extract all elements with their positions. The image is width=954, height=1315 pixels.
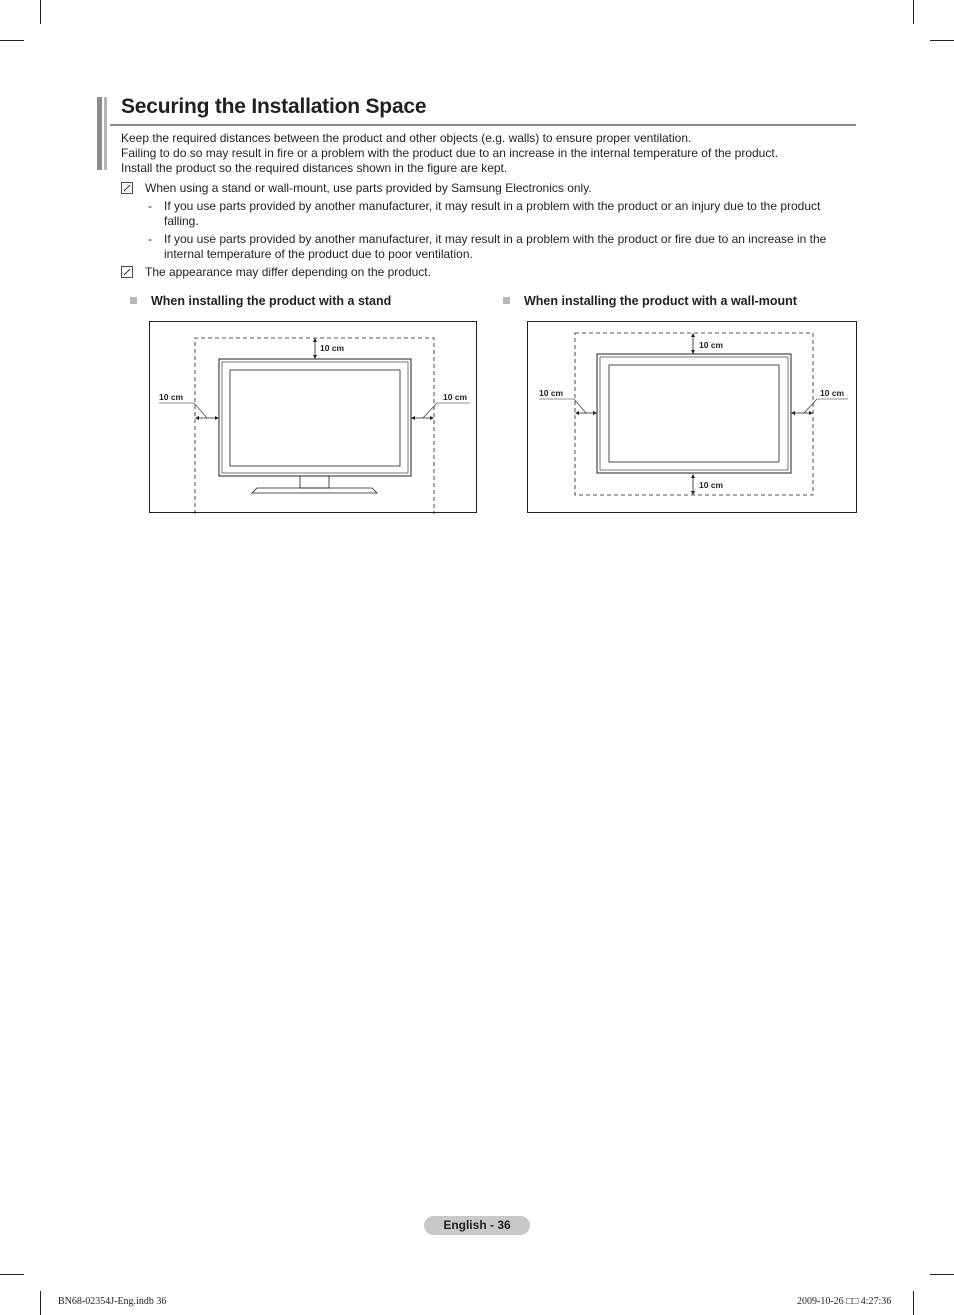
square-bullet-icon [130,297,137,304]
note-icon [121,182,133,194]
crop-mark [0,40,24,41]
dash-bullet: - [148,232,152,246]
imprint-file: BN68-02354J-Eng.indb 36 [58,1296,167,1307]
crop-mark [930,40,954,41]
note-icon [121,266,133,278]
left-clearance-label: 10 cm [539,388,564,398]
note-subitem-text: If you use parts provided by another manufacturer, it may result in a problem with the product or fire due to an increase in the internal temperature of the product due to poor ventilation. [164,232,827,261]
left-clearance-arrow [539,399,597,415]
left-clearance-label: 10 cm [159,392,184,402]
intro-line: Keep the required distances between the product and other objects (e.g. walls) to ensure proper ventilation. [121,131,692,145]
page-number-badge: English - 36 [424,1216,530,1235]
figure-stand-diagram [149,321,477,513]
square-bullet-icon [503,297,510,304]
bottom-clearance-arrow [691,474,695,495]
left-clearance-arrow [159,403,219,420]
crop-mark [40,1291,41,1315]
right-clearance-label: 10 cm [443,392,468,402]
imprint-datetime: 2009-10-26 □□ 4:27:36 [797,1296,892,1307]
crop-mark [40,0,41,24]
dash-bullet: - [148,199,152,213]
intro-text [121,131,861,176]
note-text: When using a stand or wall-mount, use parts provided by Samsung Electronics only. [145,181,592,195]
title-underline [110,124,856,126]
figure-wall-mount-diagram [527,321,857,513]
crop-mark [0,1274,24,1275]
crop-mark [913,0,914,24]
bottom-clearance-label: 10 cm [699,480,724,490]
note-text: The appearance may differ depending on the product. [145,265,431,279]
figure-heading-text: When installing the product with a wall-mount [524,294,797,308]
crop-mark [930,1274,954,1275]
crop-mark [913,1291,914,1315]
top-clearance-label: 10 cm [699,340,724,350]
title-accent-bars [97,97,109,170]
right-clearance-arrow [791,399,848,415]
page-title: Securing the Installation Space [121,95,427,118]
top-clearance-label: 10 cm [320,343,345,353]
figure-heading-wall [503,294,797,308]
tv-icon [597,354,791,473]
intro-line: Install the product so the required distances shown in the figure are kept. [121,161,508,175]
right-clearance-label: 10 cm [820,388,845,398]
top-clearance-arrow [691,333,695,354]
tv-icon [219,359,411,493]
intro-line: Failing to do so may result in fire or a problem with the product due to an increase in the internal temperature of the product. [121,146,779,160]
note-subitem-text: If you use parts provided by another manufacturer, it may result in a problem with the product or an injury due to the product falling. [164,199,821,228]
right-clearance-arrow [411,403,470,420]
top-clearance-arrow [313,338,317,359]
figure-heading-text: When installing the product with a stand [151,294,392,308]
figure-heading-stand [130,294,391,308]
